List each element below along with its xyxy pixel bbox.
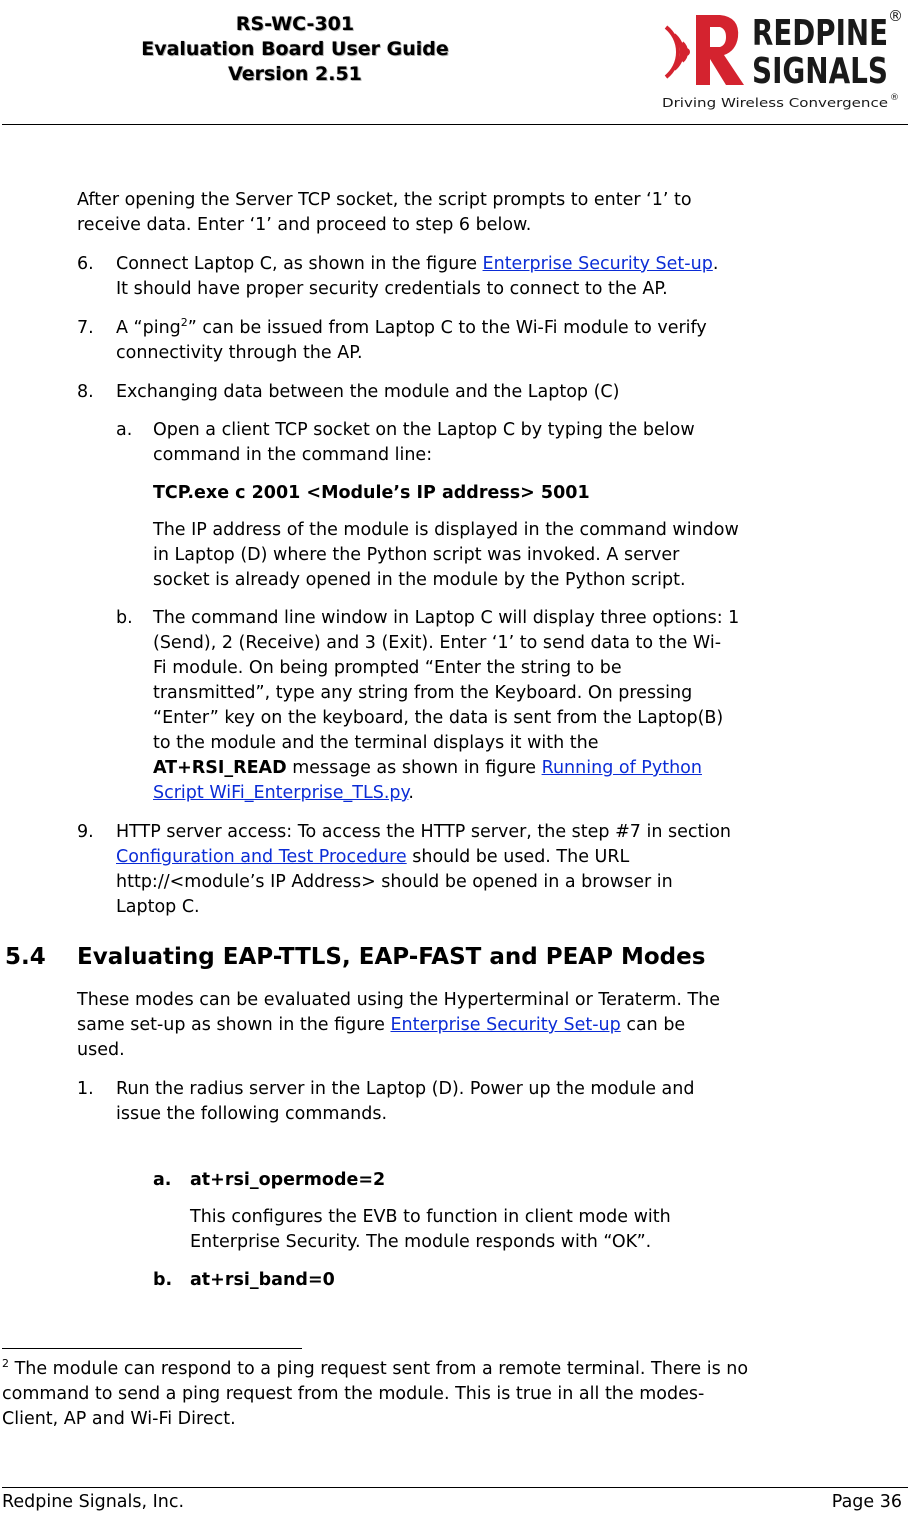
band-command: at+rsi_band=0 (190, 1270, 335, 1290)
header-version: Version 2.51 (228, 63, 362, 85)
redpine-signals-logo (662, 3, 907, 115)
opermode-desc-line: This configures the EVB to function in client mode with (190, 1207, 671, 1227)
section-step-1-line: issue the following commands. (116, 1104, 388, 1124)
enterprise-security-setup-link[interactable]: Enterprise Security Set-up (390, 1015, 621, 1035)
step-6-text: . (712, 254, 719, 274)
step-8a-desc-line: in Laptop (D) where the Python script was invoked. A server (153, 545, 680, 565)
section-step-1-line: Run the radius server in the Laptop (D). Power up the module and (116, 1079, 695, 1099)
step-8b-text: . (408, 783, 414, 803)
step-8b-line (153, 756, 739, 781)
logo-word-signals: SIGNALS (752, 51, 888, 92)
step-6-line (116, 252, 718, 277)
footnote (2, 1357, 908, 1432)
footer-company: Redpine Signals, Inc. (2, 1492, 185, 1512)
step-7-text: A “ping (116, 318, 181, 338)
intro-line: receive data. Enter ‘1’ and proceed to step 6 below. (77, 215, 532, 235)
step-8a-label: a. (116, 420, 133, 440)
opermode-description (190, 1205, 671, 1255)
header-guide-title: Evaluation Board User Guide (141, 38, 449, 60)
logo-tagline: Driving Wireless Convergence (662, 95, 889, 110)
step-7-line: connectivity through the AP. (116, 343, 363, 363)
step-8b-line: (Send), 2 (Receive) and 3 (Exit). Enter ‘1’ to send data to the Wi- (153, 633, 722, 653)
step-9 (116, 820, 731, 920)
step-6-line: It should have proper security credentials to connect to the AP. (116, 279, 668, 299)
document-header-title (130, 12, 460, 87)
footnote-line: Client, AP and Wi-Fi Direct. (2, 1409, 236, 1429)
section-step-1-number: 1. (77, 1079, 94, 1099)
footnote-line: command to send a ping request from the module. This is true in all the modes- (2, 1384, 705, 1404)
footnote-marker: 2 (2, 1357, 9, 1370)
running-python-script-link[interactable]: Running of Python (541, 758, 702, 778)
step-9-line: http://<module’s IP Address> should be opened in a browser in (116, 872, 673, 892)
section-title: Evaluating EAP-TTLS, EAP-FAST and PEAP Modes (77, 944, 706, 970)
step-8b-line: to the module and the terminal displays it with the (153, 733, 599, 753)
step-8b-line: The command line window in Laptop C will display three options: 1 (153, 608, 740, 628)
step-8a-desc-line: socket is already opened in the module by the Python script. (153, 570, 686, 590)
footer-rule (2, 1487, 908, 1488)
step-9-text: should be used. The URL (406, 847, 630, 867)
step-7-number: 7. (77, 318, 94, 338)
step-6 (116, 252, 718, 302)
configuration-test-procedure-link[interactable]: Configuration and Test Procedure (116, 847, 407, 867)
step-7 (116, 316, 707, 366)
step-9-line: Laptop C. (116, 897, 200, 917)
header-product: RS-WC-301 (235, 13, 355, 35)
step-8b-line: “Enter” key on the keyboard, the data is sent from the Laptop(B) (153, 708, 724, 728)
step-7-text: ” can be issued from Laptop C to the Wi-Fi module to verify (187, 318, 707, 338)
step-8b-line: transmitted”, type any string from the Keyboard. On pressing (153, 683, 693, 703)
logo-registered-mark: ® (888, 7, 903, 25)
step-8b (153, 606, 739, 806)
section-para-line: used. (77, 1040, 125, 1060)
footnote-line (2, 1357, 908, 1382)
header-rule (2, 124, 908, 125)
step-8b-line: Fi module. On being prompted “Enter the string to be (153, 658, 622, 678)
step-8a (153, 418, 695, 468)
section-number: 5.4 (5, 944, 46, 970)
footnote-reference[interactable]: 2 (180, 316, 188, 329)
step-8-text: Exchanging data between the module and the Laptop (C) (116, 382, 620, 402)
step-8a-description (153, 518, 739, 593)
footer-page-number: Page 36 (831, 1492, 902, 1512)
logo-word-redpine: REDPINE (752, 13, 888, 54)
r-mark-icon (696, 15, 744, 85)
running-python-script-link[interactable]: Script WiFi_Enterprise_TLS.py (153, 783, 409, 803)
step-9-line: HTTP server access: To access the HTTP server, the step #7 in section (116, 822, 732, 842)
command-a-label: a. (153, 1170, 172, 1190)
footnote-separator (2, 1348, 302, 1349)
opermode-desc-line: Enterprise Security. The module responds with “OK”. (190, 1232, 652, 1252)
step-8b-text: message as shown in figure (286, 758, 542, 778)
at-rsi-read-keyword: AT+RSI_READ (153, 758, 287, 778)
step-7-line (116, 316, 707, 341)
footnote-text: The module can respond to a ping request sent from a remote terminal. There is no (9, 1359, 749, 1379)
step-9-number: 9. (77, 822, 94, 842)
step-6-number: 6. (77, 254, 94, 274)
command-b-label: b. (153, 1270, 173, 1290)
step-6-text: Connect Laptop C, as shown in the figure (116, 254, 483, 274)
tcp-command: TCP.exe c 2001 <Module’s IP address> 5001 (153, 483, 590, 503)
section-para-line: These modes can be evaluated using the Hyperterminal or Teraterm. The (77, 990, 721, 1010)
section-para-text: can be (620, 1015, 686, 1035)
section-step-1 (116, 1077, 694, 1127)
section-paragraph (77, 988, 720, 1063)
logo-tagline-registered: ® (890, 93, 899, 103)
step-8-number: 8. (77, 382, 94, 402)
step-8a-line: command in the command line: (153, 445, 433, 465)
intro-line: After opening the Server TCP socket, the script prompts to enter ‘1’ to (77, 190, 692, 210)
step-8a-desc-line: The IP address of the module is displayed in the command window (153, 520, 739, 540)
step-9-line (116, 845, 731, 870)
enterprise-security-setup-link[interactable]: Enterprise Security Set-up (482, 254, 713, 274)
step-8a-line: Open a client TCP socket on the Laptop C by typing the below (153, 420, 695, 440)
step-8b-line (153, 781, 739, 806)
opermode-command: at+rsi_opermode=2 (190, 1170, 386, 1190)
section-para-text: same set-up as shown in the figure (77, 1015, 391, 1035)
section-para-line (77, 1013, 720, 1038)
intro-paragraph (77, 188, 692, 238)
step-8b-label: b. (116, 608, 133, 628)
